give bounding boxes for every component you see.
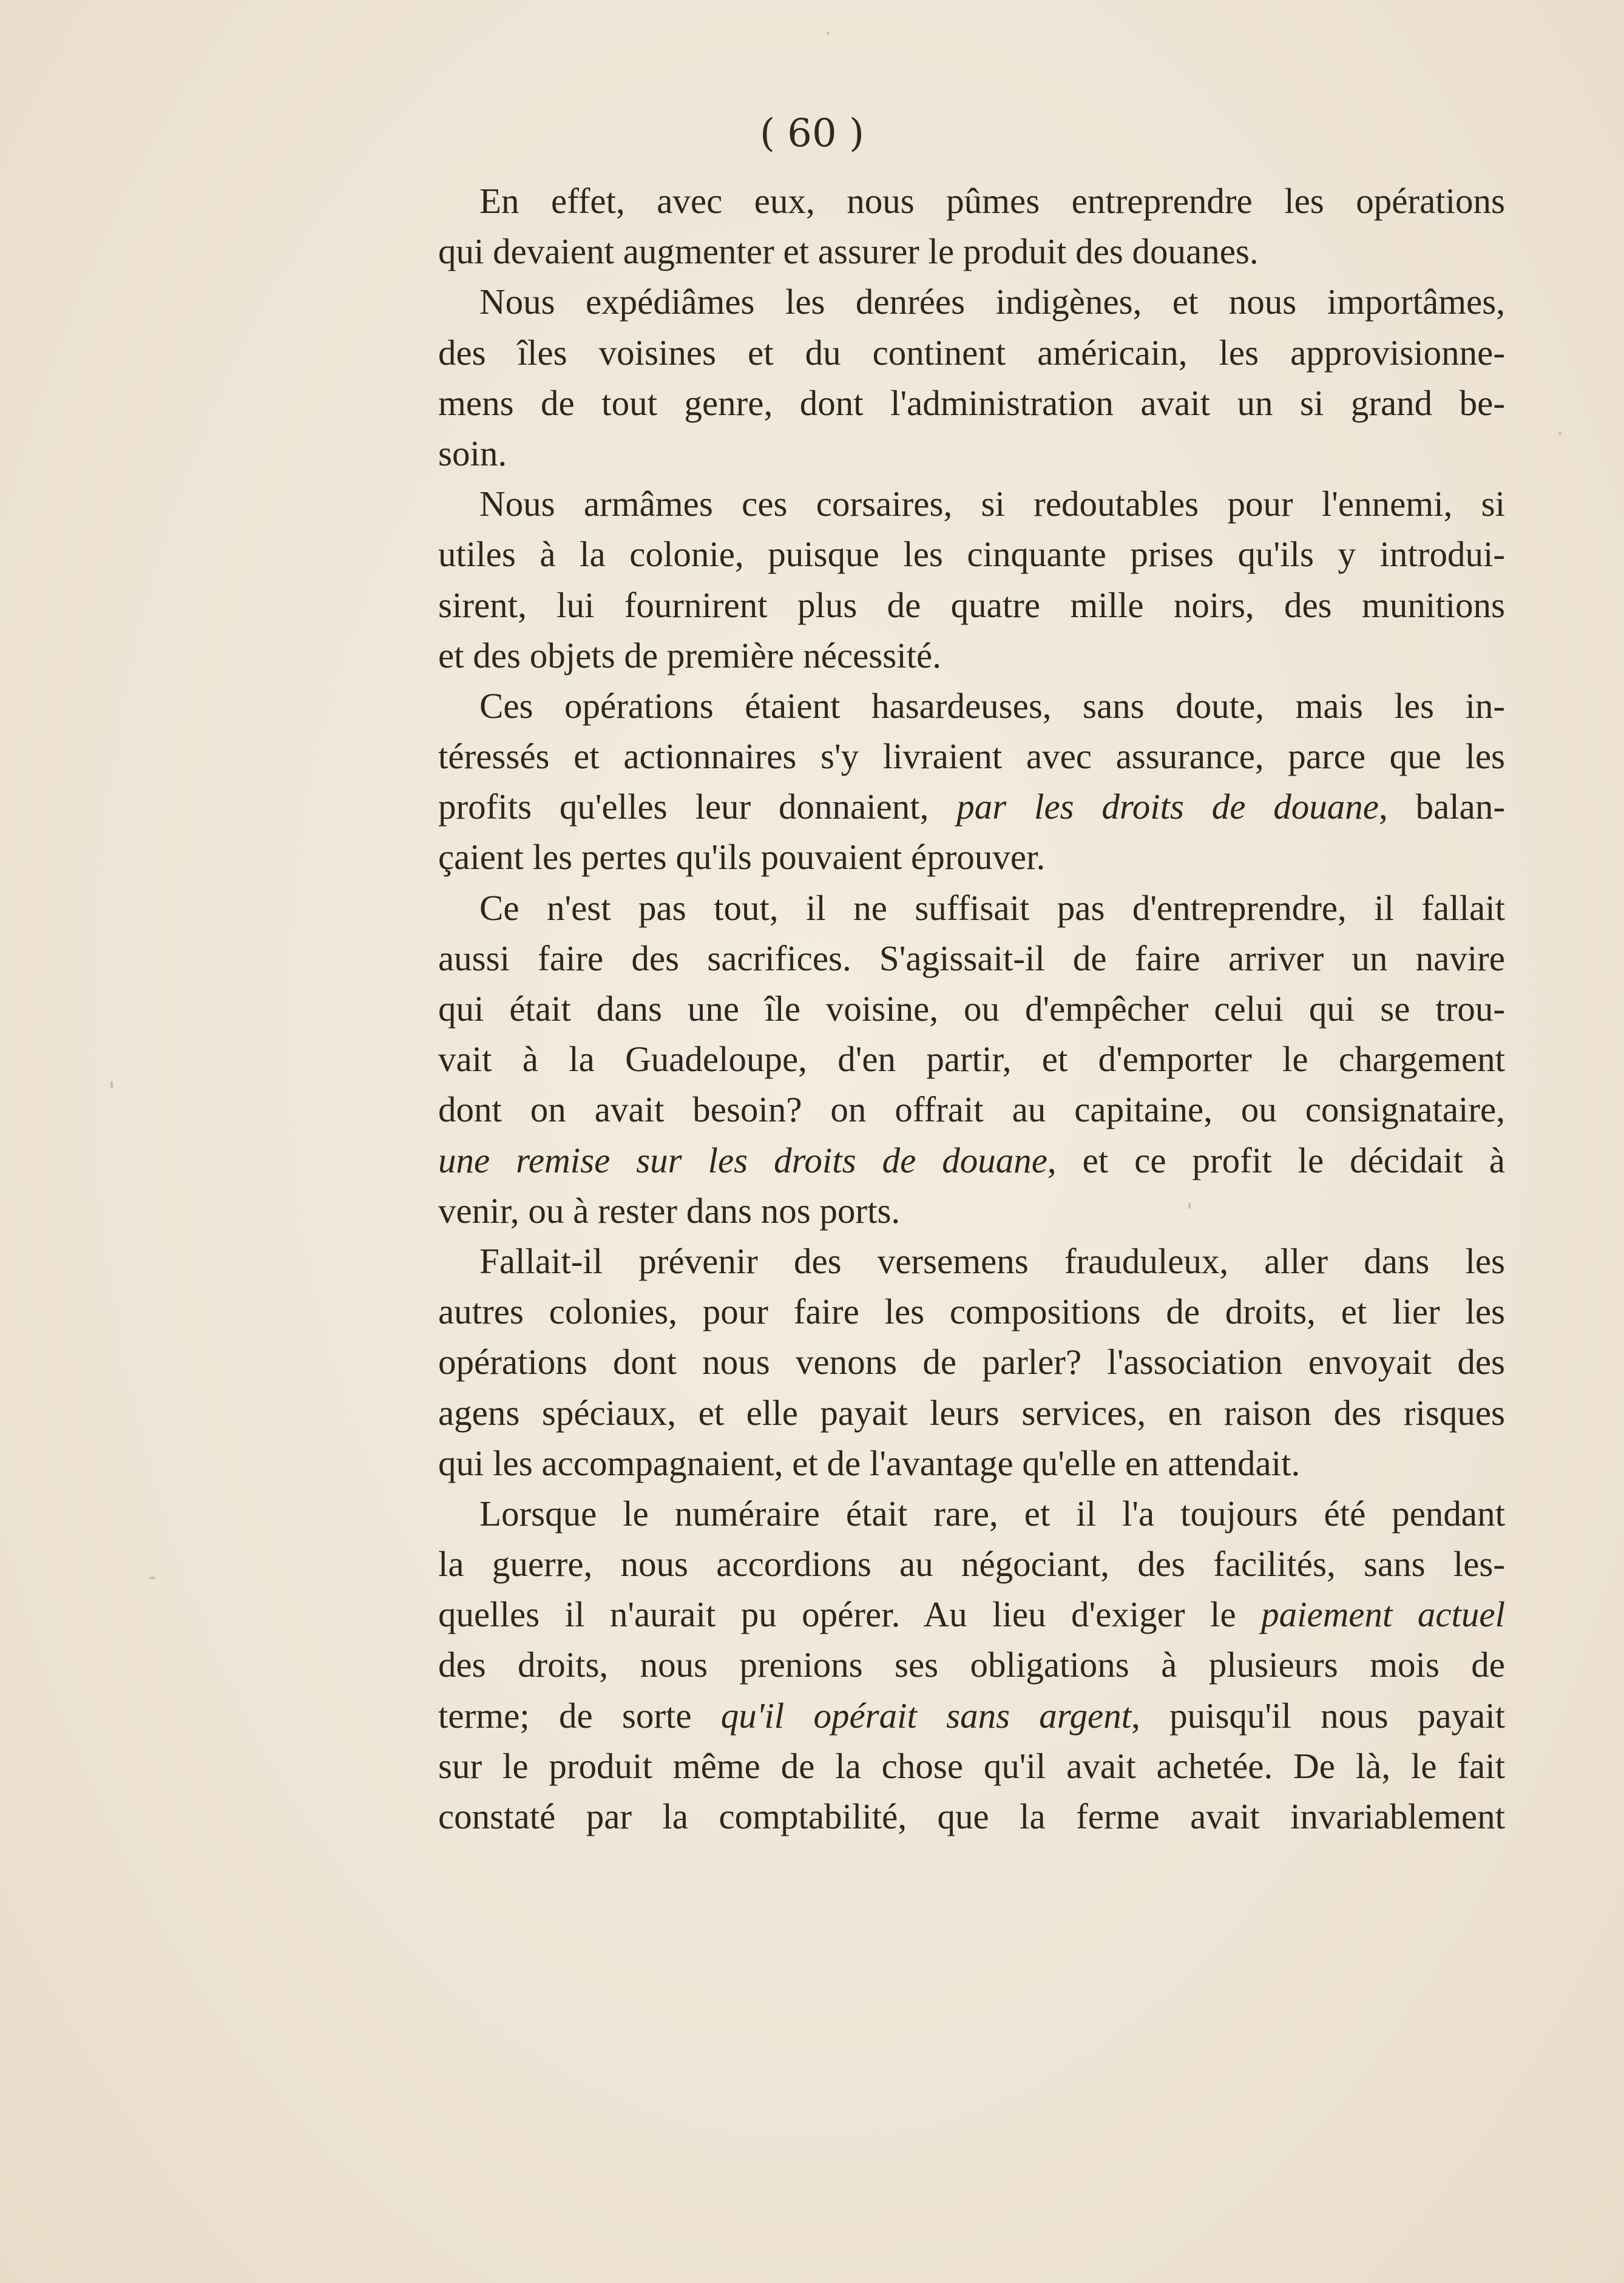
text-segment: aussi faire des sacrifices. S'agissait-il de faire arriver un navire — [438, 938, 1505, 978]
text-segment: vait à la Guadeloupe, d'en partir, et d'emporter le chargement — [438, 1039, 1505, 1080]
text-line — [438, 1791, 1505, 1842]
text-segment: Ce n'est pas tout, il ne suffisait pas d'entreprendre, il fallait — [479, 887, 1505, 928]
italic-phrase: qu'il opérait sans argent — [720, 1695, 1132, 1736]
text-segment: sur le produit même de la chose qu'il avait achetée. De là, le fait — [438, 1745, 1505, 1786]
text-line — [438, 1589, 1505, 1640]
text-segment: des droits, nous prenions ses obligations à plusieurs mois de — [438, 1645, 1505, 1685]
text-line — [438, 529, 1505, 580]
text-segment: Fallait-il prévenir des versemens frauduleux, aller dans les — [479, 1240, 1505, 1281]
text-segment: mens de tout genre, dont l'administration avait un si grand be- — [438, 382, 1505, 423]
text-segment: , et ce profit le décidait à — [1047, 1140, 1505, 1180]
text-segment: qui devaient augmenter et assurer le produit des douanes. — [438, 231, 1259, 272]
text-line — [438, 378, 1505, 428]
text-segment: téressés et actionnaires s'y livraient avec assurance, parce que les — [438, 736, 1505, 777]
italic-phrase: une remise sur les droits de douane — [438, 1140, 1047, 1180]
text-segment: venir, ou à rester dans nos ports. — [438, 1190, 901, 1231]
italic-phrase: paiement actuel — [1261, 1594, 1505, 1635]
text-line — [438, 1135, 1505, 1186]
text-line — [438, 681, 1505, 731]
text-segment: qui était dans une île voisine, ou d'empêcher celui qui se trou- — [438, 989, 1505, 1029]
text-segment: terme; de sorte — [438, 1695, 721, 1736]
text-line — [438, 580, 1505, 631]
text-segment: des îles voisines et du continent américain, les approvisionne- — [438, 332, 1505, 373]
text-line — [438, 984, 1505, 1034]
text-segment: constaté par la comptabilité, que la ferme avait invariablement — [438, 1796, 1505, 1836]
text-segment: et des objets de première nécessité. — [438, 635, 941, 675]
text-line — [438, 1287, 1505, 1337]
text-line — [438, 883, 1505, 933]
text-line — [438, 1489, 1505, 1539]
text-line — [438, 1691, 1505, 1741]
text-segment: autres colonies, pour faire les compositions de droits, et lier les — [438, 1291, 1505, 1332]
text-line — [438, 1388, 1505, 1438]
text-line — [438, 1438, 1505, 1489]
text-line — [438, 832, 1505, 882]
page-number: ( 60 ) — [759, 111, 865, 156]
text-segment: , puisqu'il nous payait — [1131, 1695, 1506, 1736]
text-segment: , balan- — [1379, 786, 1505, 827]
text-line — [438, 1640, 1505, 1690]
text-segment: opérations dont nous venons de parler? l'association envoyait des — [438, 1342, 1505, 1382]
text-line — [438, 479, 1505, 529]
italic-phrase: par les droits de douane — [956, 786, 1379, 827]
text-line — [438, 277, 1505, 327]
paper-speck — [1558, 432, 1561, 435]
text-segment: Ces opérations étaient hasardeuses, sans doute, mais les in- — [479, 685, 1505, 726]
text-segment: çaient les pertes qu'ils pouvaient éprouver. — [438, 837, 1046, 878]
body-text — [438, 176, 1505, 1842]
text-line — [438, 428, 1505, 479]
paper-speck — [827, 32, 830, 35]
text-line — [438, 176, 1505, 226]
text-line — [438, 1337, 1505, 1387]
text-segment: quelles il n'aurait pu opérer. Au lieu d'exiger le — [438, 1594, 1262, 1635]
text-line — [438, 933, 1505, 984]
text-line — [438, 1034, 1505, 1084]
text-segment: Nous armâmes ces corsaires, si redoutables pour l'ennemi, si — [479, 484, 1505, 524]
text-segment: profits qu'elles leur donnaient, — [438, 786, 957, 827]
paper-speck — [1188, 1203, 1191, 1209]
text-line — [438, 1539, 1505, 1589]
paper-speck — [110, 1081, 113, 1089]
text-line — [438, 731, 1505, 782]
text-segment: qui les accompagnaient, et de l'avantage qu'elle en attendait. — [438, 1443, 1301, 1483]
text-line — [438, 782, 1505, 832]
text-segment: En effet, avec eux, nous pûmes entreprendre les opérations — [479, 181, 1505, 221]
text-segment: sirent, lui fournirent plus de quatre mille noirs, des munitions — [438, 584, 1505, 625]
text-line — [438, 1236, 1505, 1287]
text-segment: agens spéciaux, et elle payait leurs services, en raison des risques — [438, 1392, 1505, 1433]
text-segment: la guerre, nous accordions au négociant, des facilités, sans les- — [438, 1544, 1505, 1585]
text-line — [438, 631, 1505, 681]
text-line — [438, 328, 1505, 378]
text-line — [438, 1084, 1505, 1135]
text-segment: dont on avait besoin? on offrait au capitaine, ou consignataire, — [438, 1089, 1505, 1130]
text-line — [438, 1741, 1505, 1791]
paper-speck — [149, 1577, 155, 1579]
text-segment: Nous expédiâmes les denrées indigènes, et nous importâmes, — [479, 282, 1505, 322]
text-line — [438, 1186, 1505, 1236]
text-segment: utiles à la colonie, puisque les cinquante prises qu'ils y introdui- — [438, 534, 1505, 575]
text-segment: Lorsque le numéraire était rare, et il l'a toujours été pendant — [479, 1493, 1505, 1534]
text-line — [438, 226, 1505, 277]
text-segment: soin. — [438, 433, 507, 473]
